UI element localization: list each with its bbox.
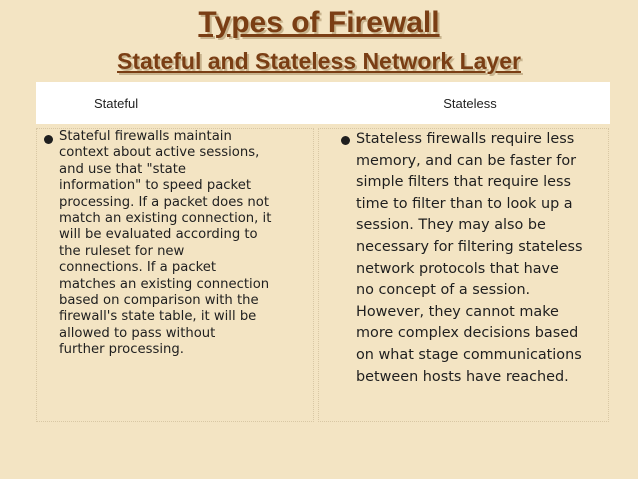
stateful-header-cell (36, 82, 330, 124)
stateful-description: Stateful firewalls maintain context about active sessions, and use that "state information" to speed packet processing. If a packet does not match an existing connection, it will be evaluated according to the ruleset for new connections. If a packet matches an existing connection based on comparison with the firewall's state table, it will be allowed to pass without further processing. (59, 129, 272, 358)
bullet-icon (341, 136, 350, 145)
stateless-column (318, 128, 609, 422)
stateless-description: Stateless firewalls require less memory, and can be faster for simple filters that require less time to filter than to look up a session. They may also be necessary for filtering stateless network protocols that have no concept of a session. However, they cannot make more complex decisions based on what stage communications between hosts have reached. (356, 131, 583, 385)
slide-subtitle: Stateful and Stateless Network Layer (117, 48, 521, 74)
stateless-header-label: Stateless (443, 95, 497, 111)
stateful-column (36, 128, 314, 422)
stateless-header-cell (330, 82, 610, 124)
bullet-icon (44, 135, 53, 144)
slide-title: Types of Firewall (198, 6, 440, 39)
stateful-header-label: Stateful (94, 95, 139, 111)
